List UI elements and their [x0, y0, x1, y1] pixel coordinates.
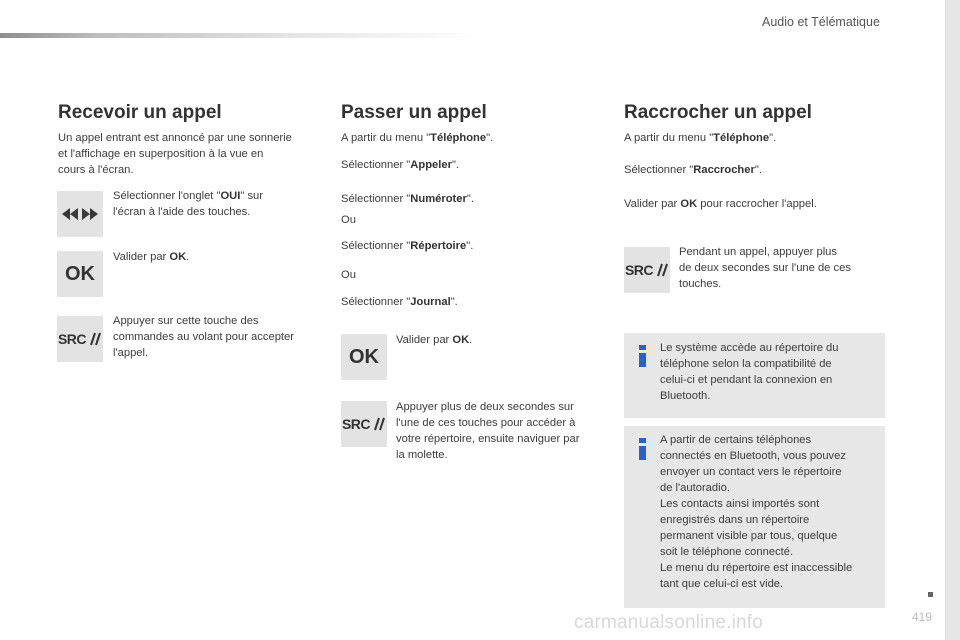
page-marker — [928, 592, 933, 597]
col3-valid: Valider par OK pour raccrocher l'appel. — [624, 198, 817, 210]
page-edge-band — [945, 0, 960, 640]
col2-select-repertoire: Sélectionner "Répertoire". — [341, 240, 474, 252]
info-icon — [639, 345, 646, 367]
ok-key-icon: OK — [57, 251, 103, 297]
header-rule — [0, 33, 480, 38]
col3-menu: A partir du menu "Téléphone". — [624, 132, 777, 144]
col3-press: Pendant un appel, appuyer plus de deux secondes sur l'une de ces touches. — [679, 246, 851, 290]
col2-select-appeler: Sélectionner "Appeler". — [341, 159, 460, 171]
info-box-contacts — [624, 426, 885, 608]
col2-menu: A partir du menu "Téléphone". — [341, 132, 494, 144]
col1-step2: Valider par OK. — [113, 251, 190, 263]
col2-or-1: Ou — [341, 214, 356, 226]
page-number: 419 — [912, 610, 933, 624]
info-box-repertoire-text: Le système accède au répertoire du téléphone selon la compatibilité de celui-ci et pendant la connexion en Bluetooth. — [660, 342, 839, 402]
arrow-keys-icon — [57, 191, 103, 237]
col2-title: Passer un appel — [341, 102, 487, 123]
col1-intro: Un appel entrant est annoncé par une sonnerie et l'affichage en superposition à la vue en cours à l'écran. — [58, 132, 292, 176]
col1-step1: Sélectionner l'onglet "OUI" sur l'écran à l'aide des touches. — [113, 190, 263, 218]
col2-or-2: Ou — [341, 269, 356, 281]
src-steering-key-icon: SRC — [624, 247, 670, 293]
ok-key-icon: OK — [341, 334, 387, 380]
col3-title: Raccrocher un appel — [624, 102, 812, 123]
col2-valid: Valider par OK. — [396, 334, 473, 346]
info-box-repertoire — [624, 333, 885, 418]
col3-select-raccrocher: Sélectionner "Raccrocher". — [624, 164, 762, 176]
col1-step3: Appuyer sur cette touche des commandes au volant pour accepter l'appel. — [113, 315, 294, 359]
col2-select-numeroter: Sélectionner "Numéroter". — [341, 193, 474, 205]
info-box-contacts-text: A partir de certains téléphones connectés en Bluetooth, vous pouvez envoyer un contact vers le répertoire de l'autoradio. Les contacts ainsi importés sont enregistrés dans un répertoire permanent visible par tous, quelque soit le téléphone connecté. Le menu du répertoire est inaccessible tant que celui-ci est vide. — [660, 434, 853, 590]
col2-press: Appuyer plus de deux secondes sur l'une de ces touches pour accéder à votre répertoire, ensuite naviguer par la molette. — [396, 401, 580, 461]
col1-title: Recevoir un appel — [58, 102, 222, 123]
col2-select-journal: Sélectionner "Journal". — [341, 296, 458, 308]
info-icon — [639, 438, 646, 460]
src-steering-key-icon: SRC — [341, 401, 387, 447]
src-steering-key-icon: SRC — [57, 316, 103, 362]
section-title: Audio et Télématique — [762, 15, 880, 29]
watermark: carmanualsonline.info — [574, 612, 764, 633]
